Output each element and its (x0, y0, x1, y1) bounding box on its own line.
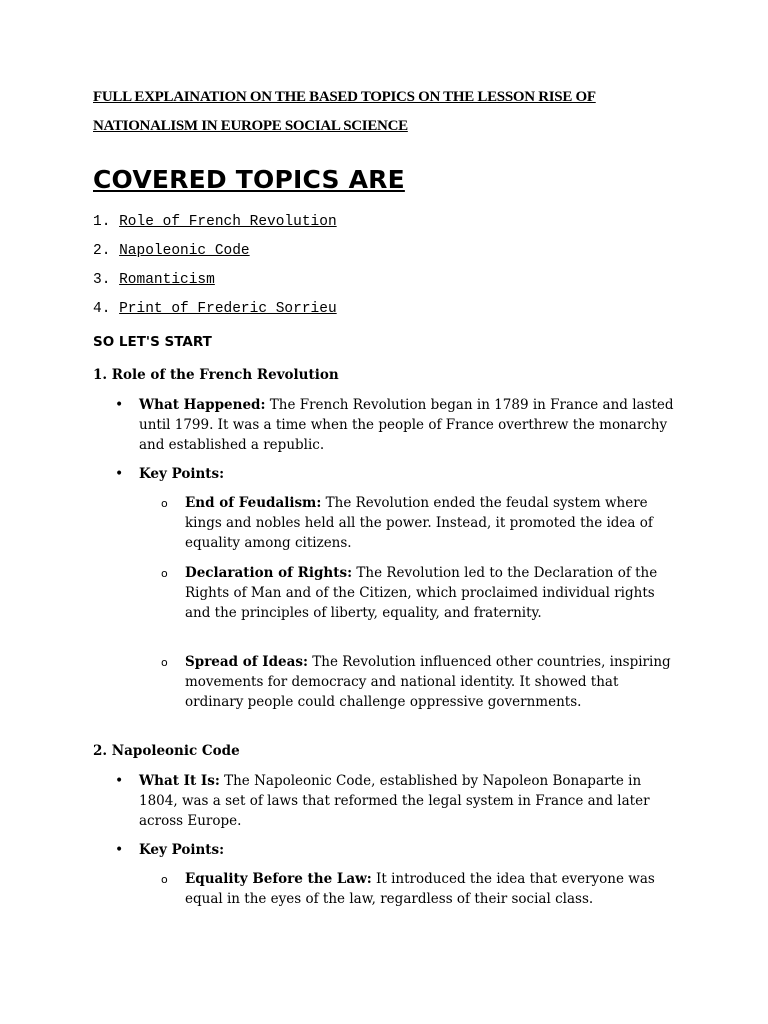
topic-number: 3. (93, 272, 111, 288)
point-text: The Revolution led to the Declaration of the Rights of Man and of the Citizen, which proclaimed individual rights and the principles of liberty, equality, and fraternity. (185, 565, 658, 621)
topic-number: 2. (93, 243, 111, 259)
topic-link[interactable]: Romanticism (119, 272, 215, 288)
section-2-heading: 2. Napoleonic Code (93, 743, 240, 759)
document-title-line-1: FULL EXPLAINATION ON THE BASED TOPICS ON THE LESSON RISE OF (93, 89, 596, 105)
point-term: Spread of Ideas: (185, 654, 308, 670)
topic-link[interactable]: Print of Frederic Sorrieu (119, 301, 337, 317)
topic-item-2 (93, 243, 250, 259)
point-text: The Revolution influenced other countries, inspiring movements for democracy and national identity. It showed that ordinary people could challenge oppressive governments. (185, 654, 671, 710)
bullet-icon: • (115, 773, 124, 789)
point-term: End of Feudalism: (185, 495, 322, 511)
what-happened-paragraph (139, 396, 679, 455)
what-happened-text: The French Revolution began in 1789 in France and lasted until 1799. It was a time when the people of France overthrew the monarchy and established a republic. (139, 397, 674, 453)
point-text: It introduced the idea that everyone was equal in the eyes of the law, regardless of their social class. (185, 871, 655, 907)
circle-bullet-icon: o (161, 656, 168, 669)
bullet-icon: • (115, 466, 124, 482)
topic-link[interactable]: Napoleonic Code (119, 243, 250, 259)
topic-link[interactable]: Role of French Revolution (119, 214, 337, 230)
what-happened-term: What Happened: (139, 397, 266, 413)
what-it-is-text: The Napoleonic Code, established by Napoleon Bonaparte in 1804, was a set of laws that reformed the legal system in France and later across Europe. (139, 773, 650, 829)
point-text: The Revolution ended the feudal system where kings and nobles held all the power. Instead, it promoted the idea of equality among citizens. (185, 495, 653, 551)
key-points-label (139, 841, 679, 861)
key-points-term: Key Points: (139, 466, 225, 482)
covered-topics-heading: COVERED TOPICS ARE (93, 165, 405, 194)
circle-bullet-icon: o (161, 873, 168, 886)
key-points-label (139, 465, 679, 485)
so-lets-start-label: SO LET'S START (93, 334, 212, 350)
document-title-line-2: NATIONALISM IN EUROPE SOCIAL SCIENCE (93, 118, 408, 134)
what-it-is-paragraph (139, 772, 679, 831)
key-points-term: Key Points: (139, 842, 225, 858)
point-term: Declaration of Rights: (185, 565, 353, 581)
end-of-feudalism-paragraph (185, 494, 675, 553)
topic-number: 4. (93, 301, 111, 317)
topic-item-4 (93, 301, 337, 317)
section-1-heading: 1. Role of the French Revolution (93, 367, 339, 383)
what-it-is-term: What It Is: (139, 773, 220, 789)
spread-of-ideas-paragraph (185, 653, 675, 712)
bullet-icon: • (115, 397, 124, 413)
topic-item-3 (93, 272, 215, 288)
topic-number: 1. (93, 214, 111, 230)
equality-before-law-paragraph (185, 870, 675, 910)
declaration-of-rights-paragraph (185, 564, 675, 623)
bullet-icon: • (115, 842, 124, 858)
topic-item-1 (93, 214, 337, 230)
circle-bullet-icon: o (161, 497, 168, 510)
circle-bullet-icon: o (161, 567, 168, 580)
point-term: Equality Before the Law: (185, 871, 372, 887)
